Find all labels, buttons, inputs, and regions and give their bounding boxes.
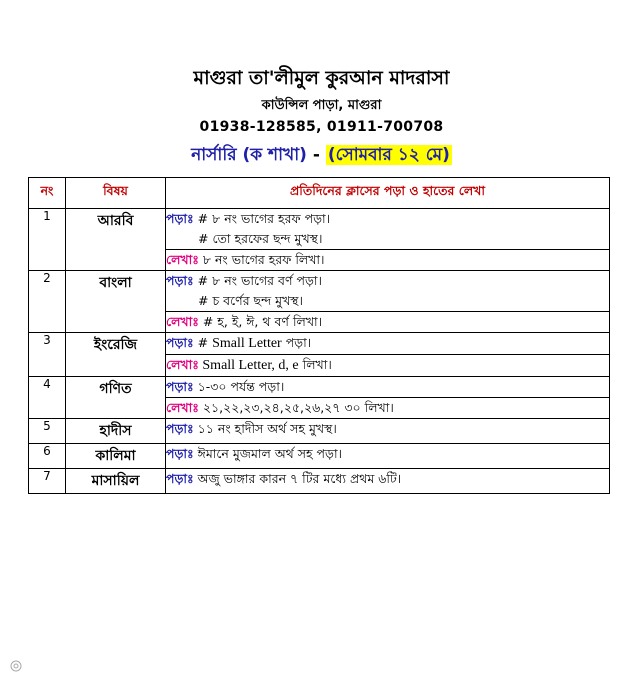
read-cell xyxy=(166,469,610,494)
phone-numbers: 01938-128585, 01911-700708 xyxy=(199,119,444,135)
read-hash: # xyxy=(193,335,213,350)
write-english: Small Letter, d, e xyxy=(198,358,299,373)
class-name: নার্সারি (ক শাখা) xyxy=(191,145,307,165)
table-row xyxy=(29,271,610,312)
write-cell xyxy=(166,398,610,419)
row-number: 1 xyxy=(29,209,66,271)
row-number: 3 xyxy=(29,333,66,377)
write-label: লেখাঃ xyxy=(166,252,199,267)
address: কাউন্সিল পাড়া, মাগুরা xyxy=(261,98,382,113)
class-separator: - xyxy=(306,145,326,165)
header-subject: বিষয় xyxy=(66,178,166,209)
write-tail: লিখা। xyxy=(298,357,332,372)
read-text: ঈমানে মুজমাল অর্থ সহ পড়া। xyxy=(193,446,343,461)
row-subject: মাসায়িল xyxy=(66,469,166,494)
write-label: লেখাঃ xyxy=(166,400,199,415)
row-subject: গণিত xyxy=(66,377,166,419)
read-label: পড়াঃ xyxy=(166,421,194,436)
read-cell xyxy=(166,209,610,250)
write-text: ৮ নং ভাগের হরফ লিখা। xyxy=(198,252,325,267)
write-text: ২১,২২,২৩,২৪,২৫,২৬,২৭ ৩০ লিখা। xyxy=(198,400,394,415)
row-number: 6 xyxy=(29,444,66,469)
class-heading xyxy=(0,142,643,170)
row-number: 7 xyxy=(29,469,66,494)
table-header-row xyxy=(29,178,610,209)
read-text: অজু ভাঙ্গার কারন ৭ টির মধ্যে প্রথম ৬টি। xyxy=(193,471,402,486)
routine-table xyxy=(28,177,610,494)
header-num: নং xyxy=(29,178,66,209)
read-label: পড়াঃ xyxy=(166,446,194,461)
page-title: মাগুরা তা'লীমুল কুরআন মাদরাসা xyxy=(193,67,450,89)
read-cell xyxy=(166,444,610,469)
accessibility-icon xyxy=(10,660,22,672)
read-cell xyxy=(166,271,610,312)
table-row xyxy=(29,377,610,398)
row-subject: কালিমা xyxy=(66,444,166,469)
row-subject: হাদীস xyxy=(66,419,166,444)
row-subject: ইংরেজি xyxy=(66,333,166,377)
table-row xyxy=(29,469,610,494)
table-row xyxy=(29,209,610,250)
read-label: পড়াঃ xyxy=(166,335,194,350)
table-row xyxy=(29,444,610,469)
read-text-2: # চ বর্ণের ছন্দ মুখস্থ। xyxy=(198,293,304,308)
row-number: 2 xyxy=(29,271,66,333)
write-text: # হ, ই, ঈ, থ বর্ণ লিখা। xyxy=(198,314,323,329)
read-tail: পড়া। xyxy=(281,335,312,350)
row-number: 4 xyxy=(29,377,66,419)
read-label: পড়াঃ xyxy=(166,211,194,226)
write-cell xyxy=(166,250,610,271)
write-cell xyxy=(166,355,610,377)
row-subject: আরবি xyxy=(66,209,166,271)
read-label: পড়াঃ xyxy=(166,379,194,394)
row-subject: বাংলা xyxy=(66,271,166,333)
read-text: ১-৩০ পর্যন্ত পড়া। xyxy=(193,379,285,394)
read-text: ১১ নং হাদীস অর্থ সহ মুখস্থ। xyxy=(193,421,337,436)
write-label: লেখাঃ xyxy=(166,314,199,329)
read-label: পড়াঃ xyxy=(166,471,194,486)
read-cell xyxy=(166,333,610,355)
read-text: # ৮ নং ভাগের বর্ণ পড়া। xyxy=(193,273,323,288)
read-label: পড়াঃ xyxy=(166,273,194,288)
row-number: 5 xyxy=(29,419,66,444)
read-text: # ৮ নং ভাগের হরফ পড়া। xyxy=(193,211,331,226)
write-cell xyxy=(166,312,610,333)
read-english: Small Letter xyxy=(212,336,282,351)
table-row xyxy=(29,419,610,444)
read-text-2: # তো হরফের ছন্দ মুখস্থ। xyxy=(198,231,323,246)
write-label: লেখাঃ xyxy=(166,357,199,372)
class-day: (সোমবার ১২ মে) xyxy=(327,145,450,165)
read-cell xyxy=(166,419,610,444)
header-content: প্রতিদিনের ক্লাসের পড়া ও হাতের লেখা xyxy=(166,178,610,209)
read-cell xyxy=(166,377,610,398)
table-row xyxy=(29,333,610,355)
